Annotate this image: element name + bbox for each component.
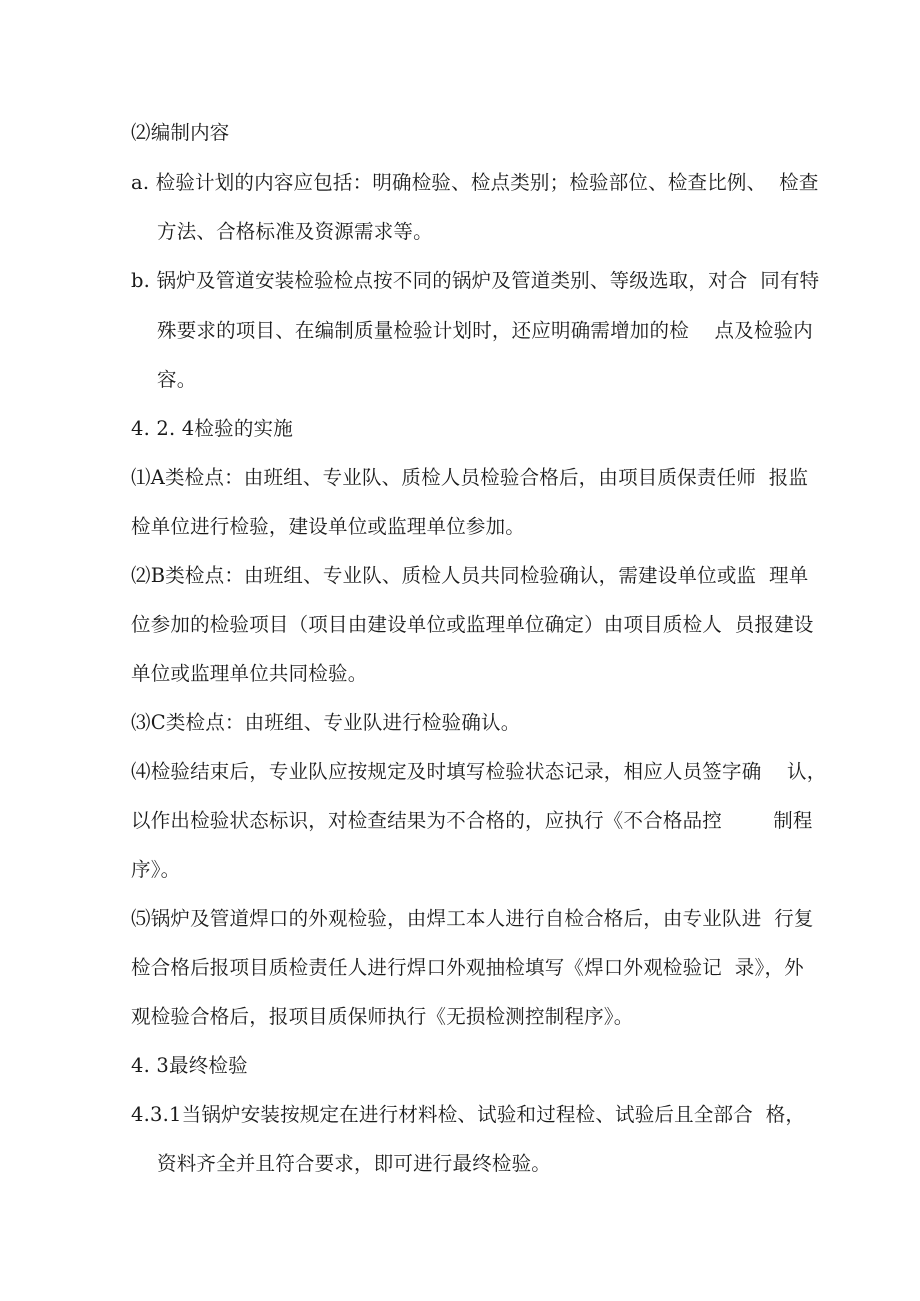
item-b-line-2: 殊要求的项目、在编制质量检验计划时，还应明确需增加的检 点及检验内	[157, 319, 813, 342]
section-heading-4-2-4: 4. 2. 4检验的实施	[131, 417, 293, 440]
item-5-line-1: ⑸锅炉及管道焊口的外观检验，由焊工本人进行自检合格后，由专业队进 行复	[131, 907, 814, 930]
item-b-line-1: b. 锅炉及管道安装检验检点按不同的锅炉及管道类别、等级选取，对合 同有特	[131, 269, 820, 292]
item-3-line-1: ⑶C类检点：由班组、专业队进行检验确认。	[131, 711, 521, 734]
item-5-line-3: 观检验合格后，报项目质保师执行《无损检测控制程序》。	[131, 1005, 634, 1028]
item-b-line-3: 容。	[157, 368, 197, 391]
item-5-line-2: 检合格后报项目质检责任人进行焊口外观抽检填写《焊口外观检验记 录》，外	[131, 956, 804, 979]
section-heading-4-3: 4. 3最终检验	[131, 1054, 248, 1077]
item-a-line-1: a. 检验计划的内容应包括：明确检验、检点类别；检验部位、检查比例、 检查	[131, 171, 819, 194]
item-4-line-1: ⑷检验结束后，专业队应按规定及时填写检验状态记录，相应人员签字确 认，	[131, 760, 827, 783]
section-heading-compilation-content: ⑵编制内容	[131, 121, 230, 144]
item-a-line-2: 方法、合格标准及资源需求等。	[157, 220, 433, 243]
item-4-3-1-line-1: 4.3.1当锅炉安装按规定在进行材料检、试验和过程检、试验后且全部合 格，	[131, 1103, 806, 1126]
item-1-line-1: ⑴A类检点：由班组、专业队、质检人员检验合格后，由项目质保责任师 报监	[131, 466, 809, 489]
item-4-3-1-line-2: 资料齐全并且符合要求，即可进行最终检验。	[157, 1152, 552, 1175]
item-4-line-2: 以作出检验状态标识，对检查结果为不合格的，应执行《不合格品控 制程	[131, 809, 813, 832]
item-4-line-3: 序》。	[131, 858, 181, 881]
item-2-line-1: ⑵B类检点：由班组、专业队、质检人员共同检验确认，需建设单位或监 理单	[131, 564, 809, 587]
item-2-line-3: 单位或监理单位共同检验。	[131, 662, 368, 685]
item-1-line-2: 检单位进行检验，建设单位或监理单位参加。	[131, 515, 526, 538]
item-2-line-2: 位参加的检验项目（项目由建设单位或监理单位确定）由项目质检人 员报建设	[131, 613, 814, 636]
